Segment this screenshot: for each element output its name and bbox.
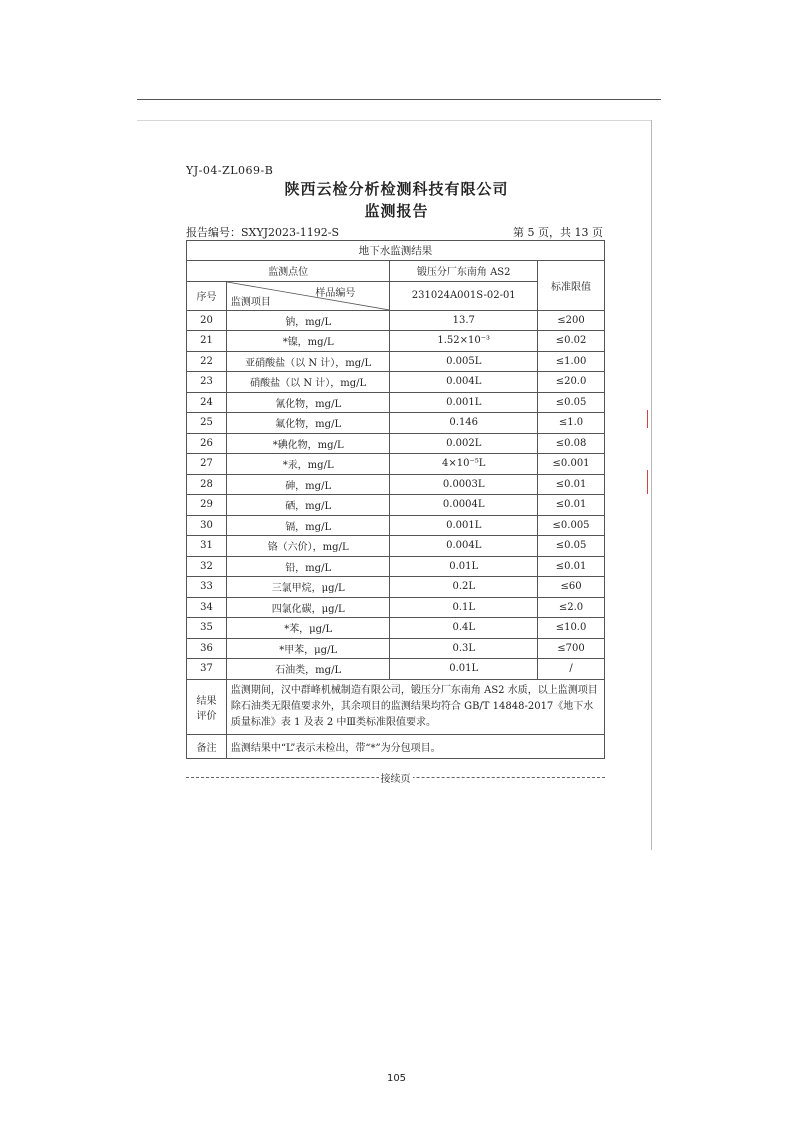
row-number: 37 (187, 659, 227, 680)
row-number: 29 (187, 495, 227, 516)
row-limit: ≤0.01 (538, 495, 605, 516)
row-item: 四氯化碳，μg/L (226, 597, 389, 618)
table-row (187, 618, 605, 639)
table-row (187, 331, 605, 352)
row-value: 1.52×10⁻³ (390, 331, 538, 352)
seq-label: 序号 (187, 281, 227, 310)
row-item: *苯，μg/L (226, 618, 389, 639)
row-value: 0.2L (390, 577, 538, 598)
row-value: 0.002L (390, 433, 538, 454)
table-title: 地下水监测结果 (187, 241, 605, 261)
row-item: 亚硝酸盐（以 N 计），mg/L (226, 351, 389, 372)
row-value: 0.005L (390, 351, 538, 372)
conclusion-text: 监测期间，汉中群峰机械制造有限公司，锻压分厂东南角 AS2 水质，以上监测项目除石油类无限值要求外，其余项目的监测结果均符合 GB/T 14848-2017《地下水质量标准》表 1 及表 2 中Ⅲ类标准限值要求。 (226, 679, 604, 734)
row-number: 32 (187, 556, 227, 577)
row-limit: ≤0.05 (538, 536, 605, 557)
row-item: 镉，mg/L (226, 515, 389, 536)
row-value: 0.004L (390, 536, 538, 557)
row-item: 硝酸盐（以 N 计），mg/L (226, 372, 389, 393)
row-item: *碘化物，mg/L (226, 433, 389, 454)
row-number: 20 (187, 310, 227, 331)
row-number: 22 (187, 351, 227, 372)
point-value: 锻压分厂东南角 AS2 (390, 261, 538, 282)
standard-label: 标准限值 (538, 261, 605, 311)
table-row (187, 372, 605, 393)
diagonal-header-cell (226, 281, 389, 310)
table-row (187, 433, 605, 454)
frame-top-line (137, 120, 652, 121)
row-number: 21 (187, 331, 227, 352)
remark-text: 监测结果中“L”表示未检出，带“*”为分包项目。 (226, 734, 604, 759)
row-item: *汞，mg/L (226, 454, 389, 475)
row-item: *甲苯，μg/L (226, 638, 389, 659)
continued-label: 接续页 (379, 770, 413, 785)
row-limit: ≤10.0 (538, 618, 605, 639)
table-row (187, 597, 605, 618)
top-rule (137, 99, 661, 100)
remark-label: 备注 (187, 734, 227, 759)
row-number: 27 (187, 454, 227, 475)
row-limit: ≤2.0 (538, 597, 605, 618)
sample-label: 样品编号 (315, 287, 356, 299)
row-value: 0.0003L (390, 474, 538, 495)
row-number: 34 (187, 597, 227, 618)
table-row (187, 659, 605, 680)
item-label: 监测项目 (230, 296, 271, 308)
table-row (187, 413, 605, 434)
table-row (187, 310, 605, 331)
row-limit: ≤0.05 (538, 392, 605, 413)
page-number: 105 (386, 1073, 407, 1084)
table-row (187, 454, 605, 475)
row-number: 23 (187, 372, 227, 393)
table-row (187, 474, 605, 495)
row-number: 36 (187, 638, 227, 659)
table-row (187, 392, 605, 413)
doc-code: YJ-04-ZL069-B (186, 164, 274, 177)
row-limit: ≤60 (538, 577, 605, 598)
sample-id: 231024A001S-02-01 (390, 281, 538, 310)
row-value: 0.001L (390, 392, 538, 413)
table-row (187, 638, 605, 659)
row-item: 钠，mg/L (226, 310, 389, 331)
row-limit: ≤0.08 (538, 433, 605, 454)
row-number: 25 (187, 413, 227, 434)
row-value: 4×10⁻⁵L (390, 454, 538, 475)
frame-right-line (651, 120, 652, 850)
row-item: 三氯甲烷，μg/L (226, 577, 389, 598)
row-number: 35 (187, 618, 227, 639)
row-limit: ≤1.0 (538, 413, 605, 434)
report-number: 报告编号：SXYJ2023-1192-S (186, 226, 339, 239)
row-number: 31 (187, 536, 227, 557)
row-limit: ≤0.01 (538, 474, 605, 495)
report-title: 监测报告 (364, 202, 429, 220)
row-value: 0.01L (390, 556, 538, 577)
row-value: 0.4L (390, 618, 538, 639)
table-row (187, 351, 605, 372)
row-item: 硒，mg/L (226, 495, 389, 516)
row-limit: ≤0.001 (538, 454, 605, 475)
scan-mark (647, 410, 648, 428)
row-limit: ≤0.02 (538, 331, 605, 352)
row-limit: ≤1.00 (538, 351, 605, 372)
continued-marker (186, 770, 605, 784)
row-limit: ≤0.01 (538, 556, 605, 577)
row-value: 0.004L (390, 372, 538, 393)
row-value: 0.1L (390, 597, 538, 618)
company-name: 陕西云检分析检测科技有限公司 (284, 180, 509, 198)
row-item: 铬（六价），mg/L (226, 536, 389, 557)
row-number: 33 (187, 577, 227, 598)
row-limit: ≤0.005 (538, 515, 605, 536)
row-value: 0.0004L (390, 495, 538, 516)
table-row (187, 515, 605, 536)
table-row (187, 556, 605, 577)
table-row (187, 536, 605, 557)
row-value: 0.01L (390, 659, 538, 680)
table-row (187, 495, 605, 516)
row-item: 铅，mg/L (226, 556, 389, 577)
row-value: 0.3L (390, 638, 538, 659)
row-number: 28 (187, 474, 227, 495)
results-rows (187, 310, 605, 679)
row-limit: / (538, 659, 605, 680)
row-item: 砷，mg/L (226, 474, 389, 495)
conclusion-label: 结果评价 (187, 679, 227, 734)
row-limit: ≤20.0 (538, 372, 605, 393)
scan-mark (647, 470, 648, 494)
row-number: 26 (187, 433, 227, 454)
table-row (187, 577, 605, 598)
row-value: 13.7 (390, 310, 538, 331)
page-info: 第 5 页，共 13 页 (513, 226, 603, 239)
row-item: *镍，mg/L (226, 331, 389, 352)
row-limit: ≤700 (538, 638, 605, 659)
point-label: 监测点位 (187, 261, 390, 282)
row-item: 氰化物，mg/L (226, 392, 389, 413)
row-item: 石油类，mg/L (226, 659, 389, 680)
row-number: 24 (187, 392, 227, 413)
row-value: 0.001L (390, 515, 538, 536)
row-value: 0.146 (390, 413, 538, 434)
row-number: 30 (187, 515, 227, 536)
row-limit: ≤200 (538, 310, 605, 331)
row-item: 氟化物，mg/L (226, 413, 389, 434)
results-table (186, 240, 605, 759)
